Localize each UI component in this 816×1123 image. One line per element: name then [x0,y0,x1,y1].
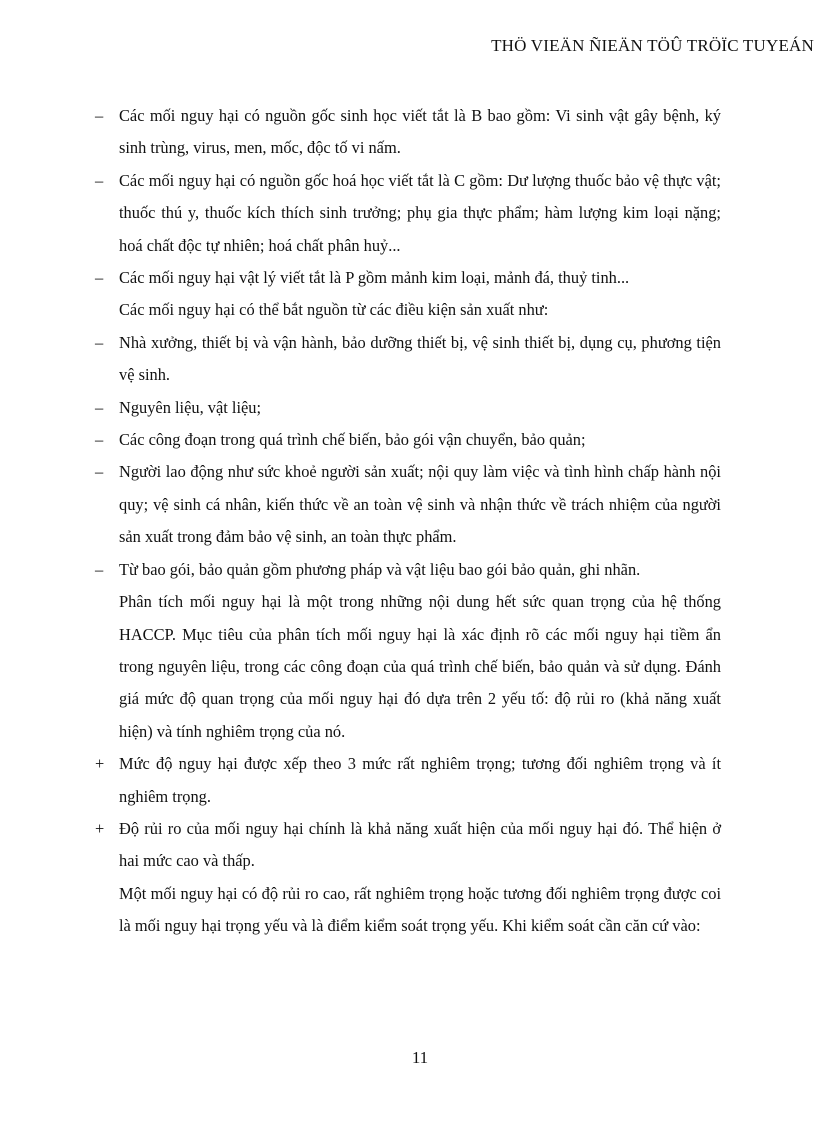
dash-bullet-icon: – [95,170,104,190]
dash-bullet-icon: – [95,462,104,482]
dash-bullet-icon: – [95,268,104,288]
list-item-text: Độ rủi ro của mối nguy hại chính là khả năng xuất hiện của mối nguy hại đó. Thể hiện ở hai mức cao và thấp. [119,818,721,871]
list-item [91,165,721,262]
list-item [91,262,721,294]
list-item [91,327,721,392]
list-item-text: Mức độ nguy hại được xếp theo 3 mức rất nghiêm trọng; tương đối nghiêm trọng và ít nghiêm trọng. [119,754,721,806]
paragraph: Các mối nguy hại có thể bắt nguồn từ các điều kiện sản xuất như: [119,300,549,320]
paragraph: Phân tích mối nguy hại là một trong những nội dung hết sức quan trọng của hệ thống HACCP. Mục tiêu của phân tích mối nguy hại là xác định rõ các mối nguy hại tiềm ẩn trong nguyên liệu, trong các công đoạn của quá trình chế biến, bảo quản và sử dụng. Đánh giá mức độ quan trọng của mối nguy hại đó dựa trên 2 yếu tố: độ rủi ro (khả năng xuất hiện) và tính nghiêm trọng của nó. [119,592,721,741]
dash-bullet-icon: – [95,430,104,450]
running-header: THÖ VIEÄN ÑIEÄN TÖÛ TRÖÏC TUYEÁN [491,36,814,55]
list-item [91,554,721,586]
plus-bullet-icon: + [95,818,105,838]
list-item [91,456,721,553]
dash-bullet-icon: – [95,559,104,579]
list-item-text: Nguyên liệu, vật liệu; [119,397,262,417]
list-item-text: Từ bao gói, bảo quản gồm phương pháp và vật liệu bao gói bảo quản, ghi nhãn. [119,559,641,579]
list-item [91,813,721,878]
dash-bullet-icon: – [95,332,104,352]
document-body [91,100,721,943]
paragraph: Một mối nguy hại có độ rủi ro cao, rất nghiêm trọng hoặc tương đối nghiêm trọng được coi là mối nguy hại trọng yếu và là điểm kiểm soát trọng yếu. Khi kiểm soát cần căn cứ vào: [119,883,721,936]
list-item [91,424,721,456]
list-item-text: Các công đoạn trong quá trình chế biến, bảo gói vận chuyển, bảo quản; [119,430,586,450]
list-item [91,748,721,813]
dash-bullet-icon: – [95,106,104,125]
dash-bullet-icon: – [95,397,104,417]
list-item-text: Nhà xưởng, thiết bị và vận hành, bảo dưỡng thiết bị, vệ sinh thiết bị, dụng cụ, phương tiện vệ sinh. [119,332,721,385]
list-item-text: Các mối nguy hại có nguồn gốc hoá học viết tắt là C gồm: Dư lượng thuốc bảo vệ thực vật; thuốc thú y, thuốc kích thích sinh trưởng; phụ gia thực phẩm; hàm lượng kim loại nặng; hoá chất độc tự nhiên; hoá chất phân huỷ... [119,170,721,255]
page-number: 11 [411,1048,429,1067]
plus-bullet-icon: + [95,754,105,774]
list-item-text: Người lao động như sức khoẻ người sản xuất; nội quy làm việc và tình hình chấp hành nội quy; vệ sinh cá nhân, kiến thức về an toàn vệ sinh và nhận thức về trách nhiệm của người sản xuất trong đảm bảo vệ sinh, an toàn thực phẩm. [119,462,721,547]
list-item-text: Các mối nguy hại có nguồn gốc sinh học viết tắt là B bao gồm: Vi sinh vật gây bệnh, ký sinh trùng, virus, men, mốc, độc tố vi nấm. [119,106,721,158]
list-item-text: Các mối nguy hại vật lý viết tắt là P gồm mảnh kim loại, mảnh đá, thuỷ tinh... [119,268,630,288]
list-item [91,100,721,165]
list-item [91,392,721,424]
